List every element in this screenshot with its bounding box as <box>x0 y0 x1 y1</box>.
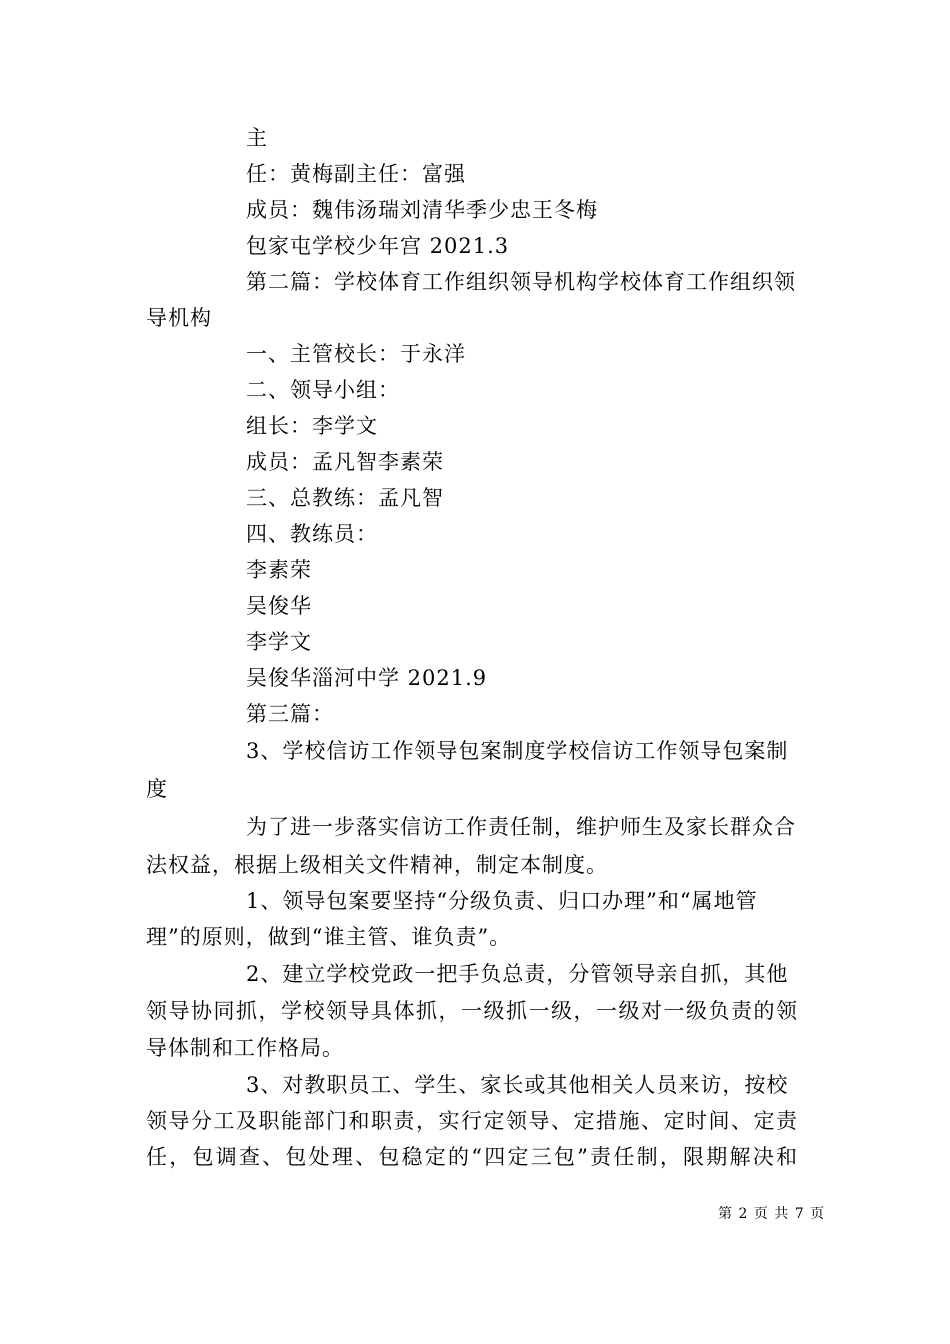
text-line: 成员：孟凡智李素荣 <box>246 450 444 474</box>
text-line: 法权益，根据上级相关文件精神，制定本制度。 <box>146 853 608 877</box>
text-line: 四、教练员： <box>246 522 378 546</box>
text-line: 吴俊华淄河中学 2021.9 <box>246 666 488 690</box>
text-line: 主 <box>246 126 268 150</box>
text-line: 李学文 <box>246 630 312 654</box>
text-line: 导体制和工作格局。 <box>146 1036 344 1060</box>
text-line: 理”的原则，做到“谁主管、谁负责”。 <box>146 925 512 949</box>
section-heading: 第三篇： <box>246 702 334 726</box>
page-number: 第 2 页 共 7 页 <box>718 1206 826 1222</box>
text-line: 李素荣 <box>246 558 312 582</box>
text-line: 领导分工及职能部门和职责，实行定领导、定措施、定时间、定责 <box>146 1109 798 1133</box>
text-line: 一、主管校长：于永洋 <box>246 342 466 366</box>
text-line: 吴俊华 <box>246 594 312 618</box>
section-heading: 第二篇：学校体育工作组织领导机构学校体育工作组织领 <box>246 270 796 294</box>
text-line: 导机构 <box>146 306 212 330</box>
text-line: 3、对教职员工、学生、家长或其他相关人员来访，按校 <box>246 1073 789 1097</box>
text-line: 1、领导包案要坚持“分级负责、归口办理”和“属地管 <box>246 889 758 913</box>
text-line: 2、建立学校党政一把手负总责，分管领导亲自抓，其他 <box>246 962 789 986</box>
text-line: 领导协同抓，学校领导具体抓，一级抓一级，一级对一级负责的领 <box>146 999 798 1023</box>
text-line: 组长：李学文 <box>246 414 378 438</box>
text-line: 三、总教练：孟凡智 <box>246 486 444 510</box>
text-line: 任：黄梅副主任：富强 <box>246 162 466 186</box>
text-line: 成员：魏伟汤瑞刘清华季少忠王冬梅 <box>246 198 598 222</box>
text-line: 二、领导小组： <box>246 378 400 402</box>
text-line: 度 <box>146 777 168 801</box>
text-line: 任，包调查、包处理、包稳定的“四定三包”责任制，限期解决和 <box>146 1145 798 1169</box>
text-line: 为了进一步落实信访工作责任制，维护师生及家长群众合 <box>246 815 796 839</box>
text-line: 3、学校信访工作领导包案制度学校信访工作领导包案制 <box>246 739 789 763</box>
text-line: 包家屯学校少年宫 2021.3 <box>246 234 510 258</box>
